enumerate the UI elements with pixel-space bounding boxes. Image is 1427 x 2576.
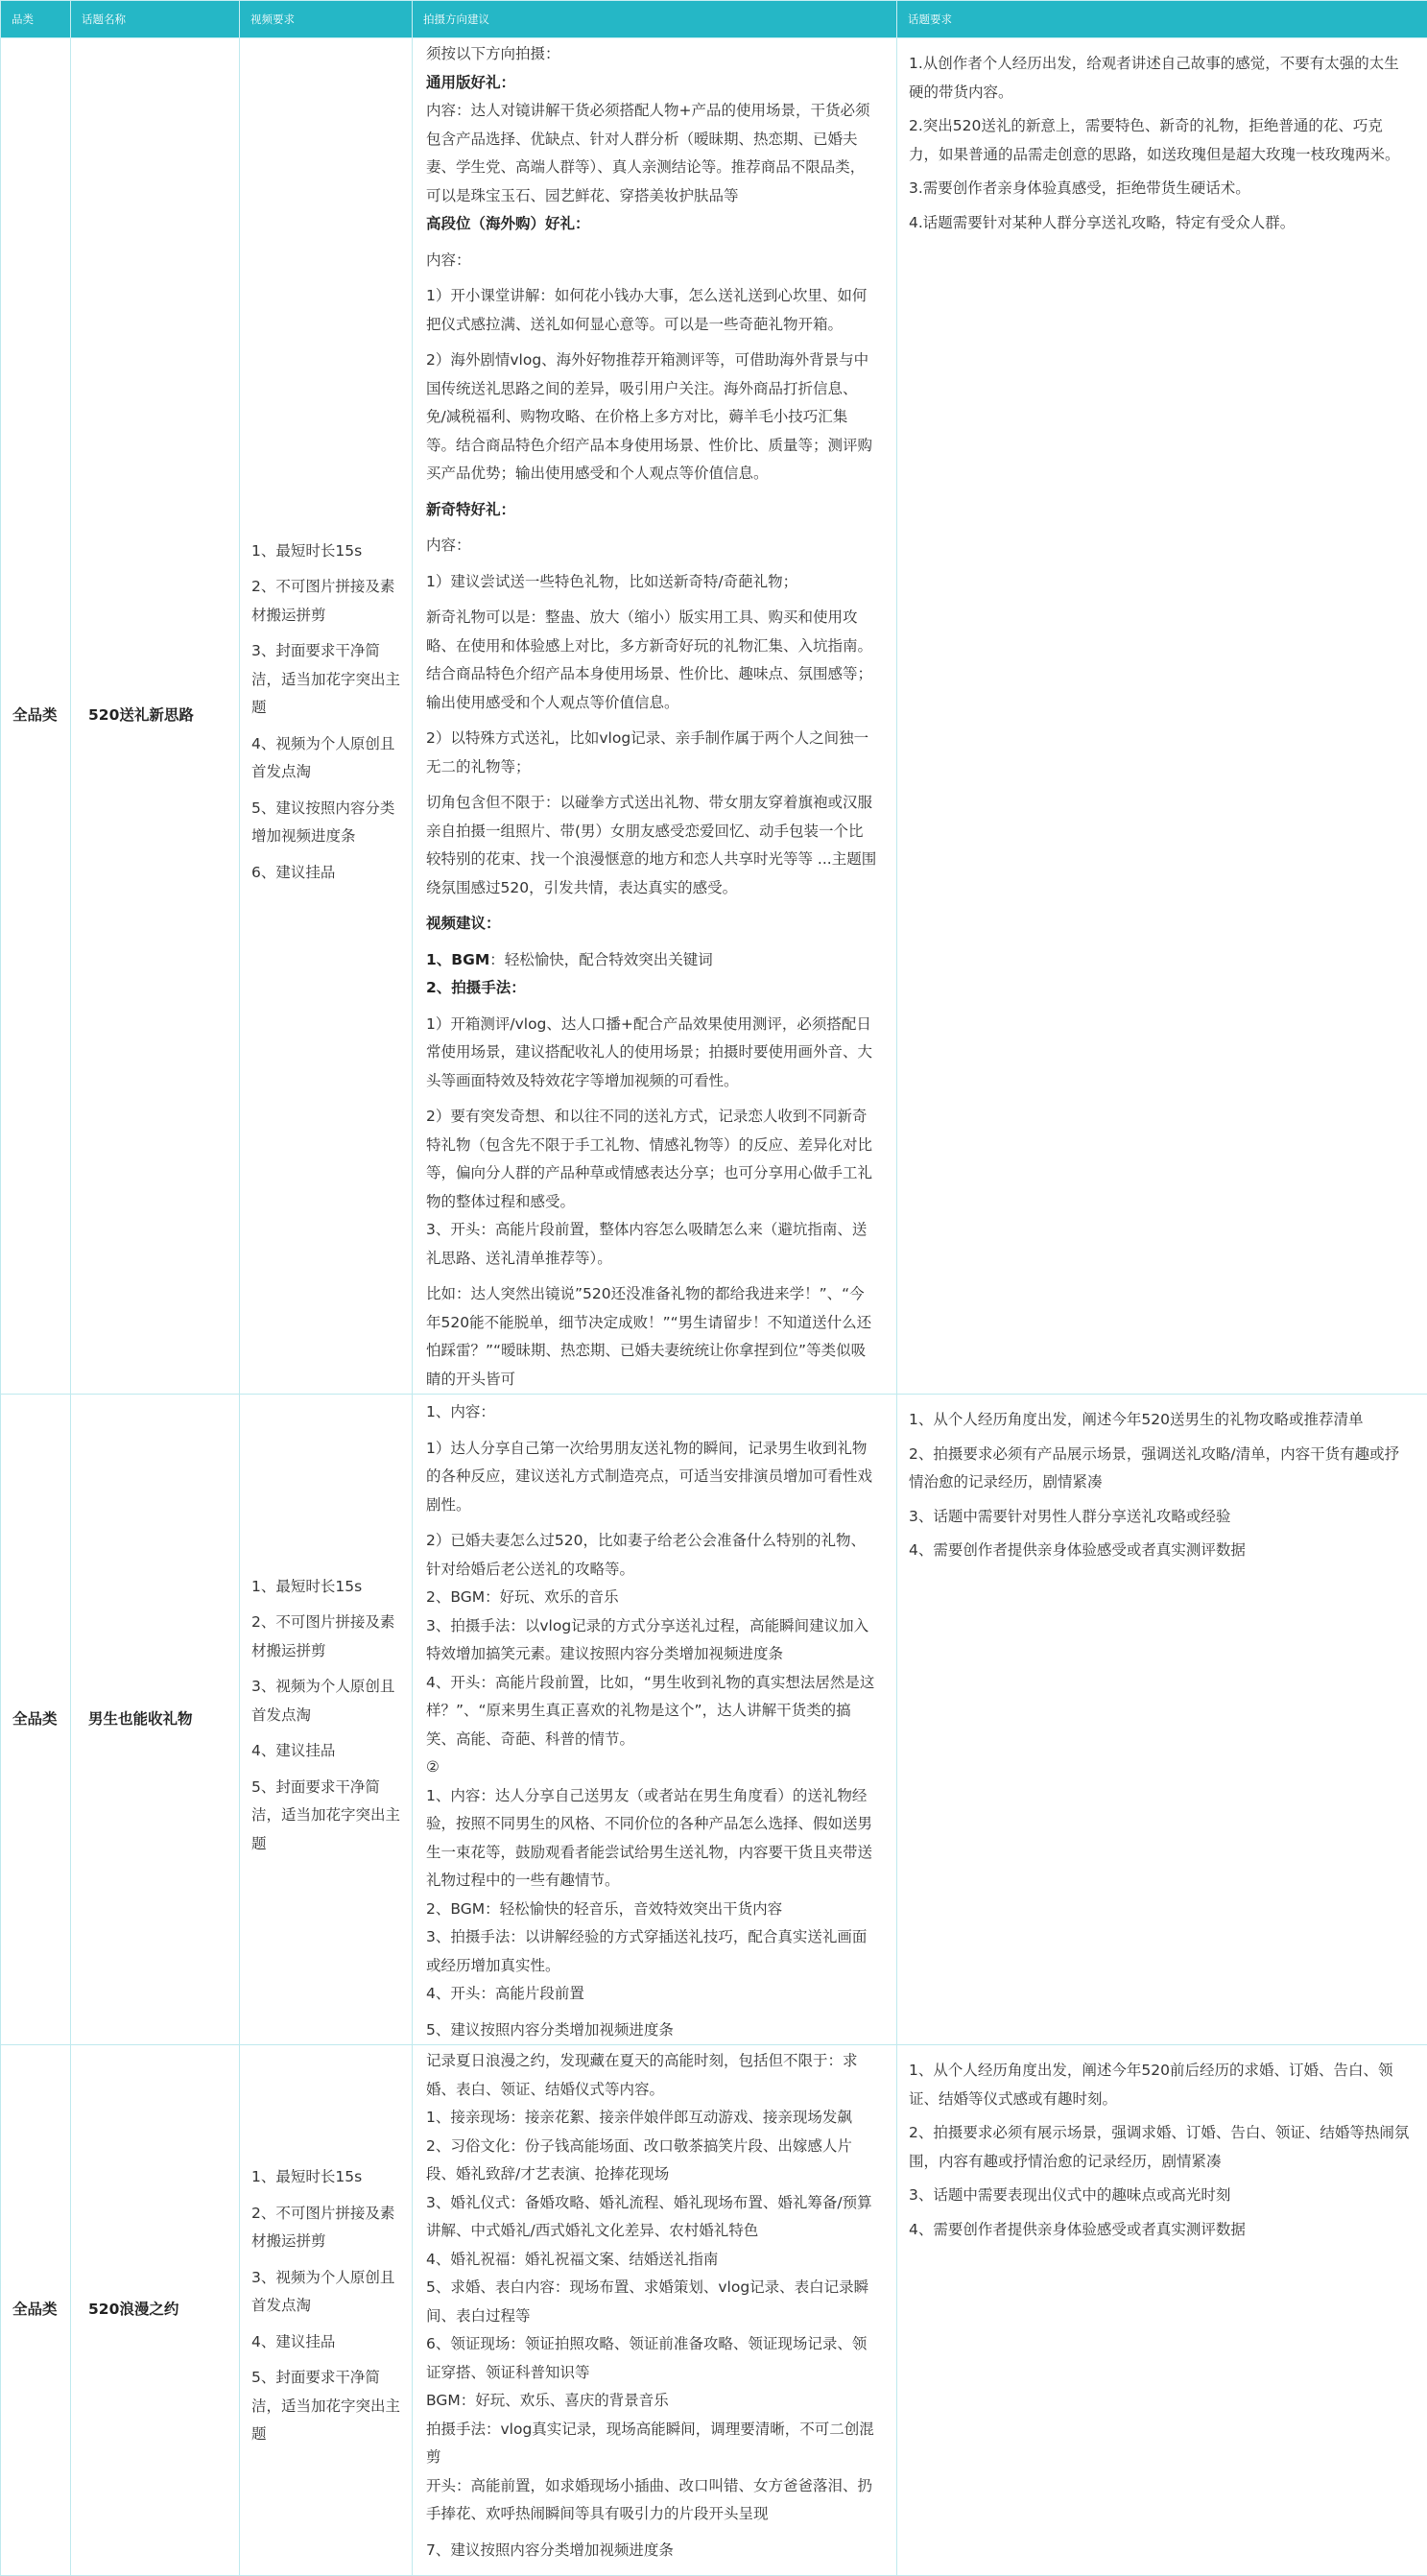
topic-requirement-item: 3.需要创作者亲身体验真感受，拒绝带货生硬话术。 <box>909 175 1410 203</box>
shooting-suggestions-cell <box>413 2045 897 2576</box>
topic-requirement-item: 2、拍摄要求必须有展示场景，强调求婚、订婚、告白、领证、结婚等热闹氛围，内容有趣或抒情治愈的记录经历，剧情紧凑 <box>909 2119 1410 2176</box>
header-topic: 话题名称 <box>71 1 240 38</box>
table-row <box>1 2045 1427 2576</box>
header-topic-requirements: 话题要求 <box>897 1 1427 38</box>
suggestion-paragraph: 2）要有突发奇想、和以往不同的送礼方式，记录恋人收到不同新奇特礼物（包含先不限于手工礼物、情感礼物等）的反应、差异化对比等，偏向分人群的产品种草或情感表达分享；也可分享用心做手工礼物的整体过程和感受。 <box>426 1103 877 1216</box>
topic-requirement-item: 2.突出520送礼的新意上，需要特色、新奇的礼物，拒绝普通的花、巧克力，如果普通的品需走创意的思路，如送玫瑰但是超大玫瑰一枝玫瑰两米。 <box>909 112 1410 169</box>
topic-name-cell: 520浪漫之约 <box>71 2045 240 2576</box>
video-requirement-item: 4、建议挂品 <box>251 2328 402 2357</box>
topic-requirement-item: 1.从创作者个人经历出发，给观者讲述自己故事的感觉，不要有太强的太生硬的带货内容。 <box>909 50 1410 107</box>
suggestion-paragraph: 2、BGM：好玩、欢乐的音乐 <box>426 1584 877 1612</box>
suggestion-paragraph: ② <box>426 1753 877 1782</box>
topic-name-cell: 520送礼新思路 <box>71 38 240 1395</box>
suggestion-paragraph: 内容： <box>426 532 877 561</box>
topic-requirement-item: 1、从个人经历角度出发，阐述今年520前后经历的求婚、订婚、告白、领证、结婚等仪式感或有趣时刻。 <box>909 2057 1410 2113</box>
video-requirement-item: 3、视频为个人原创且首发点淘 <box>251 1673 402 1729</box>
category-cell: 全品类 <box>1 1395 71 2045</box>
suggestion-paragraph: 1）建议尝试送一些特色礼物，比如送新奇特/奇葩礼物； <box>426 568 877 597</box>
suggestion-paragraph: 5、建议按照内容分类增加视频进度条 <box>426 2016 877 2045</box>
suggestion-heading: 视频建议： <box>426 910 877 939</box>
category-cell: 全品类 <box>1 38 71 1395</box>
suggestion-paragraph: 3、拍摄手法：以vlog记录的方式分享送礼过程，高能瞬间建议加入特效增加搞笑元素。建议按照内容分类增加视频进度条 <box>426 1612 877 1669</box>
suggestion-heading: 新奇特好礼： <box>426 496 877 525</box>
topic-requirement-item: 3、话题中需要表现出仪式中的趣味点或高光时刻 <box>909 2182 1410 2210</box>
suggestion-paragraph: 比如：达人突然出镜说”520还没准备礼物的都给我进来学！”、“今年520能不能脱单，细节决定成败！”“男生请留步！不知道送什么还怕踩雷？”“暧昧期、热恋期、已婚夫妻统统让你拿捏到位”等类似吸睛的开头皆可 <box>426 1280 877 1394</box>
suggestion-paragraph: 1、BGM：轻松愉快，配合特效突出关键词 <box>426 946 877 975</box>
header-category: 品类 <box>1 1 71 38</box>
suggestion-paragraph: 1、内容：达人分享自己送男友（或者站在男生角度看）的送礼物经验，按照不同男生的风格、不同价位的各种产品怎么选择、假如送男生一束花等，鼓励观看者能尝试给男生送礼物，内容要干货且夹带送礼物过程中的一些有趣情节。 <box>426 1782 877 1896</box>
suggestion-paragraph: 4、开头：高能片段前置，比如，“男生收到礼物的真实想法居然是这样？”、“原来男生真正喜欢的礼物是这个”，达人讲解干货类的搞笑、高能、奇葩、科普的情节。 <box>426 1669 877 1754</box>
suggestion-paragraph: 1）达人分享自己第一次给男朋友送礼物的瞬间，记录男生收到礼物的各种反应，建议送礼方式制造亮点，可适当安排演员增加可看性戏剧性。 <box>426 1435 877 1520</box>
video-requirement-item: 2、不可图片拼接及素材搬运拼剪 <box>251 573 402 630</box>
video-requirements-cell <box>240 2045 413 2576</box>
video-requirement-item: 3、视频为个人原创且首发点淘 <box>251 2264 402 2321</box>
video-requirement-item: 2、不可图片拼接及素材搬运拼剪 <box>251 1609 402 1665</box>
video-requirement-item: 5、建议按照内容分类增加视频进度条 <box>251 795 402 851</box>
suggestion-paragraph: 4、开头：高能片段前置 <box>426 1980 877 2009</box>
topic-requirement-item: 2、拍摄要求必须有产品展示场景，强调送礼攻略/清单，内容干货有趣或抒情治愈的记录经历，剧情紧凑 <box>909 1441 1410 1497</box>
topic-requirement-item: 1、从个人经历角度出发，阐述今年520送男生的礼物攻略或推荐清单 <box>909 1406 1410 1435</box>
topic-requirement-item: 3、话题中需要针对男性人群分享送礼攻略或经验 <box>909 1503 1410 1532</box>
shooting-suggestions-cell <box>413 38 897 1395</box>
suggestion-paragraph: 开头：高能前置，如求婚现场小插曲、改口叫错、女方爸爸落泪、扔手捧花、欢呼热闹瞬间等具有吸引力的片段开头呈现 <box>426 2472 877 2529</box>
video-requirements-cell <box>240 1395 413 2045</box>
topic-requirement-item: 4、需要创作者提供亲身体验感受或者真实测评数据 <box>909 1537 1410 1565</box>
topic-name-cell: 男生也能收礼物 <box>71 1395 240 2045</box>
suggestion-heading: 通用版好礼： <box>426 69 877 98</box>
video-requirement-item: 3、封面要求干净简洁，适当加花字突出主题 <box>251 637 402 723</box>
suggestion-paragraph: 拍摄手法：vlog真实记录，现场高能瞬间，调理要清晰，不可二创混剪 <box>426 2416 877 2472</box>
topic-requirement-item: 4、需要创作者提供亲身体验感受或者真实测评数据 <box>909 2216 1410 2245</box>
suggestion-paragraph: 1）开小课堂讲解：如何花小钱办大事，怎么送礼送到心坎里、如何把仪式感拉满、送礼如何显心意等。可以是一些奇葩礼物开箱。 <box>426 282 877 339</box>
suggestion-paragraph: 内容：达人对镜讲解干货必须搭配人物+产品的使用场景，干货必须包含产品选择、优缺点、针对人群分析（暧昧期、热恋期、已婚夫妻、学生党、高端人群等）、真人亲测结论等。推荐商品不限品类，可以是珠宝玉石、园艺鲜花、穿搭美妆护肤品等 <box>426 97 877 210</box>
video-requirement-item: 1、最短时长15s <box>251 2163 402 2192</box>
video-requirement-item: 4、建议挂品 <box>251 1737 402 1766</box>
video-requirement-item: 2、不可图片拼接及素材搬运拼剪 <box>251 2200 402 2256</box>
suggestion-paragraph: 新奇礼物可以是：整蛊、放大（缩小）版实用工具、购买和使用攻略、在使用和体验感上对比，多方新奇好玩的礼物汇集、入坑指南。结合商品特色介绍产品本身使用场景、性价比、趣味点、氛围感等；输出使用感受和个人观点等价值信息。 <box>426 604 877 717</box>
table-row <box>1 38 1427 1395</box>
video-requirement-item: 1、最短时长15s <box>251 537 402 566</box>
suggestion-paragraph: 2）以特殊方式送礼，比如vlog记录、亲手制作属于两个人之间独一无二的礼物等； <box>426 725 877 781</box>
suggestion-paragraph: 2、BGM：轻松愉快的轻音乐，音效特效突出干货内容 <box>426 1896 877 1924</box>
suggestion-paragraph: 6、领证现场：领证拍照攻略、领证前准备攻略、领证现场记录、领证穿搭、领证科普知识等 <box>426 2330 877 2387</box>
suggestion-paragraph: 1）开箱测评/vlog、达人口播+配合产品效果使用测评，必须搭配日常使用场景，建议搭配收礼人的使用场景；拍摄时要使用画外音、大头等画面特效及特效花字等增加视频的可看性。 <box>426 1011 877 1096</box>
suggestion-heading: 高段位（海外购）好礼： <box>426 210 877 239</box>
table-row <box>1 1395 1427 2045</box>
topic-requirements-cell <box>897 38 1427 1395</box>
suggestion-paragraph: 3、开头：高能片段前置，整体内容怎么吸睛怎么来（避坑指南、送礼思路、送礼清单推荐等）。 <box>426 1216 877 1273</box>
video-requirements-cell <box>240 38 413 1395</box>
video-requirement-item: 6、建议挂品 <box>251 859 402 888</box>
suggestion-paragraph: 2、习俗文化：份子钱高能场面、改口敬茶搞笑片段、出嫁感人片段、婚礼致辞/才艺表演、抢捧花现场 <box>426 2133 877 2189</box>
suggestion-paragraph: 1、接亲现场：接亲花絮、接亲伴娘伴郎互动游戏、接亲现场发飙 <box>426 2104 877 2133</box>
suggestion-paragraph: 内容： <box>426 247 877 275</box>
video-requirement-item: 5、封面要求干净简洁，适当加花字突出主题 <box>251 1774 402 1859</box>
topic-requirement-item: 4.话题需要针对某种人群分享送礼攻略，特定有受众人群。 <box>909 209 1410 238</box>
category-cell: 全品类 <box>1 2045 71 2576</box>
header-shooting-suggestions: 拍摄方向建议 <box>413 1 897 38</box>
suggestion-paragraph: 记录夏日浪漫之约，发现藏在夏天的高能时刻，包括但不限于：求婚、表白、领证、结婚仪式等内容。 <box>426 2047 877 2104</box>
suggestion-paragraph: 切角包含但不限于：以碰拳方式送出礼物、带女朋友穿着旗袍或汉服亲自拍摄一组照片、带(男）女朋友感受恋爱回忆、动手包装一个比较特别的花束、找一个浪漫惬意的地方和恋人共享时光等等 ...主题围绕氛围感过520，引发共情，表达真实的感受。 <box>426 789 877 902</box>
video-requirement-item: 4、视频为个人原创且首发点淘 <box>251 730 402 787</box>
suggestion-paragraph: 5、求婚、表白内容：现场布置、求婚策划、vlog记录、表白记录瞬间、表白过程等 <box>426 2274 877 2330</box>
suggestion-paragraph: 7、建议按照内容分类增加视频进度条 <box>426 2537 877 2565</box>
suggestion-paragraph: 3、拍摄手法：以讲解经验的方式穿插送礼技巧，配合真实送礼画面或经历增加真实性。 <box>426 1923 877 1980</box>
topic-requirements-cell <box>897 1395 1427 2045</box>
video-requirement-item: 1、最短时长15s <box>251 1573 402 1602</box>
suggestion-paragraph: 3、婚礼仪式：备婚攻略、婚礼流程、婚礼现场布置、婚礼筹备/预算讲解、中式婚礼/西式婚礼文化差异、农村婚礼特色 <box>426 2189 877 2246</box>
suggestion-paragraph: 2）已婚夫妻怎么过520，比如妻子给老公会准备什么特别的礼物、针对给婚后老公送礼的攻略等。 <box>426 1527 877 1584</box>
suggestion-paragraph: 须按以下方向拍摄： <box>426 40 877 69</box>
suggestion-paragraph: 1、内容： <box>426 1398 877 1427</box>
header-row <box>1 1 1427 38</box>
video-requirement-item: 5、封面要求干净简洁，适当加花字突出主题 <box>251 2364 402 2449</box>
topic-requirements-cell <box>897 2045 1427 2576</box>
suggestion-heading: 2、拍摄手法： <box>426 974 877 1003</box>
suggestion-paragraph: BGM：好玩、欢乐、喜庆的背景音乐 <box>426 2387 877 2416</box>
suggestion-paragraph: 4、婚礼祝福：婚礼祝福文案、结婚送礼指南 <box>426 2246 877 2275</box>
header-video-requirements: 视频要求 <box>240 1 413 38</box>
shooting-suggestions-cell <box>413 1395 897 2045</box>
suggestion-paragraph: 2）海外剧情vlog、海外好物推荐开箱测评等，可借助海外背景与中国传统送礼思路之间的差异，吸引用户关注。海外商品打折信息、免/减税福利、购物攻略、在价格上多方对比，薅羊毛小技巧汇集等。结合商品特色介绍产品本身使用场景、性价比、质量等；测评购买产品优势；输出使用感受和个人观点等价值信息。 <box>426 346 877 489</box>
